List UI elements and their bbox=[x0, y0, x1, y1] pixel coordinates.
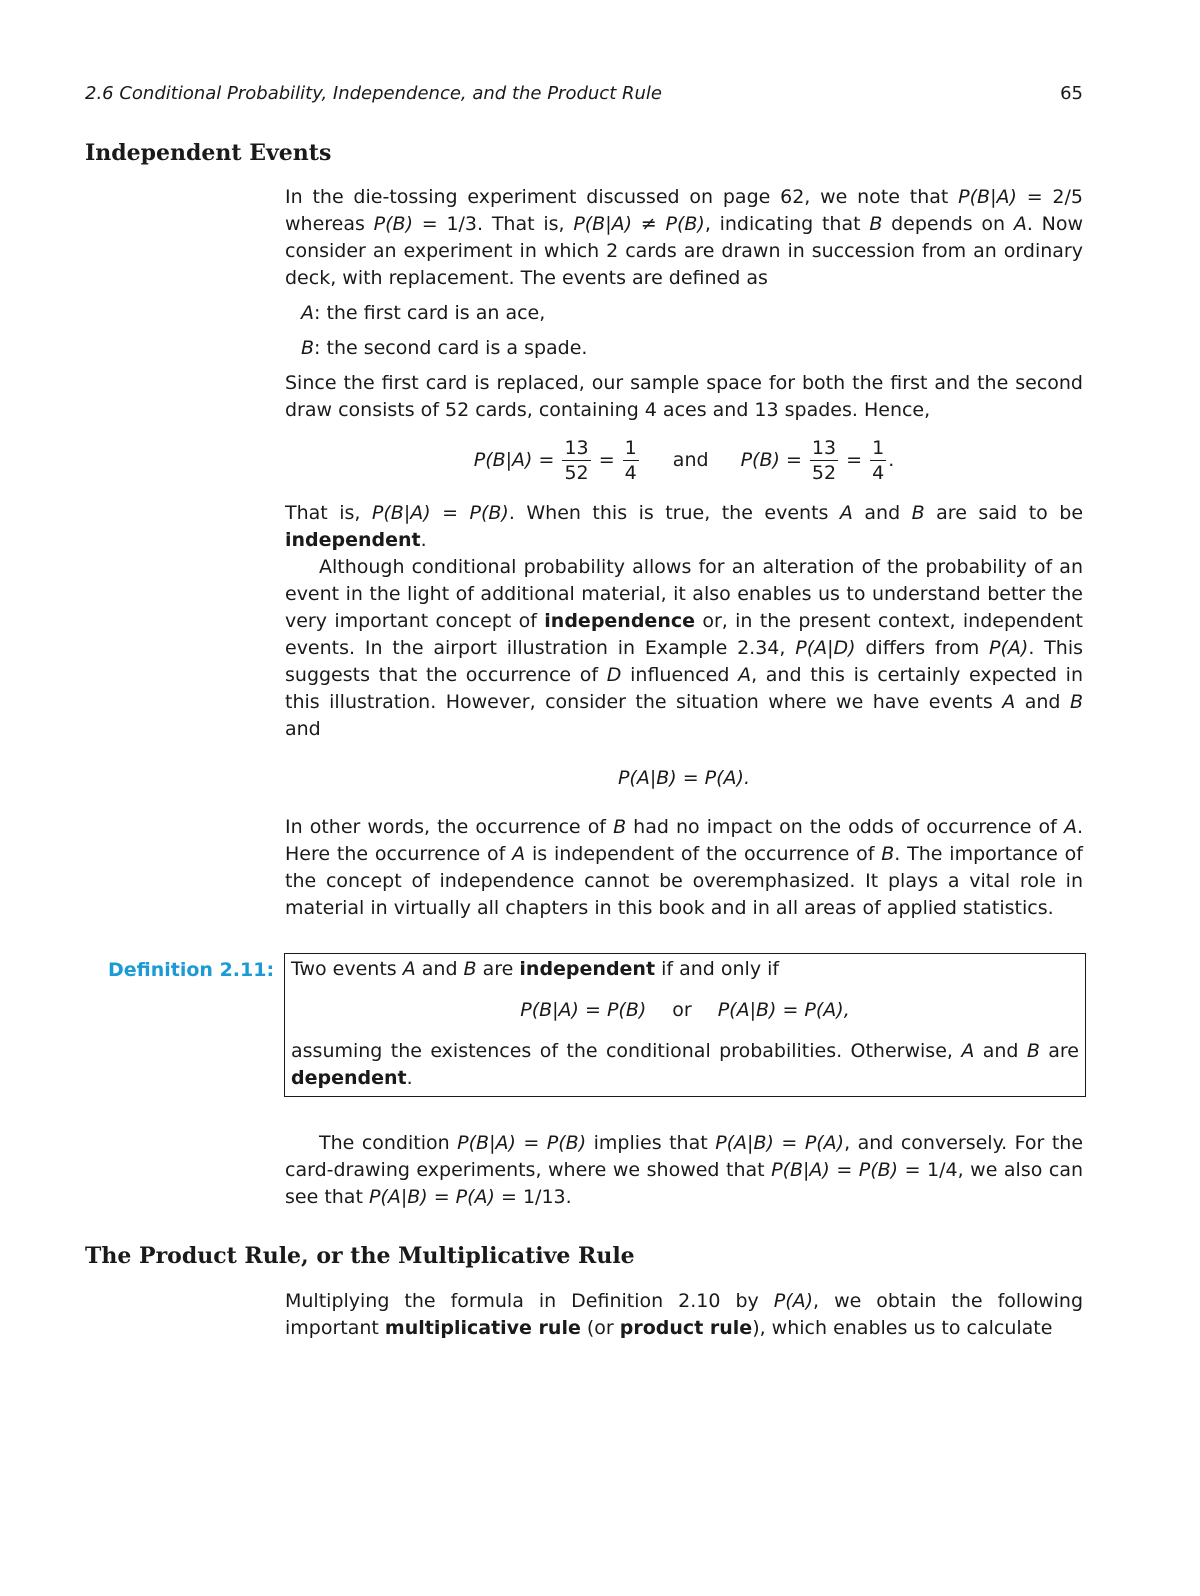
paragraph: In other words, the occurrence of B had no impact on the odds of occurrence of A. Here the occurrence of A is independent of the occurrence of B. The importance of the concept of independence cannot be overemphasized. It plays a vital role in material in virtually all chapters in this book and in all areas of applied statistics. bbox=[285, 816, 1083, 919]
definition-assumption: assuming the existences of the conditional probabilities. Otherwise, A and B are dependent. bbox=[291, 1040, 1079, 1089]
running-head bbox=[85, 80, 1083, 107]
definition-label: Definition 2.11: bbox=[108, 959, 275, 981]
paragraph: Although conditional probability allows for an alteration of the probability of an event in the light of additional material, it also enables us to understand better the very important concept of independence or, in the present context, independent events. In the airport illustration in Example 2.34, P(A|D) differs from P(A). This suggests that the occurrence of D influenced A, and this is certainly expected in this illustration. However, consider the situation where we have events A and B and bbox=[285, 556, 1083, 740]
paragraph: Since the first card is replaced, our sample space for both the first and the second draw consists of 52 cards, containing 4 aces and 13 spades. Hence, bbox=[285, 372, 1083, 421]
paragraph: That is, P(B|A) = P(B). When this is true, the events A and B are said to be independent. bbox=[285, 502, 1084, 551]
equation-independence-example: P(B|A) = $\frac{13}{52}$ = $\frac{1}{4}$ and P(B) = $\frac{13}{52}$ = $\frac{1}{4}$ . bbox=[473, 437, 895, 484]
paragraph-converse bbox=[285, 1130, 1083, 1211]
equation-independence: P(A|B) = P(A). bbox=[617, 767, 751, 789]
paragraph: In the die-tossing experiment discussed on page 62, we note that P(B|A) = 2/5 whereas P(B) = 1/3. That is, P(B|A) ≠ P(B), indicating that B depends on A. Now consider an experiment in which 2 cards are drawn in succession from an ordinary deck, with replacement. The events are defined as bbox=[285, 186, 1084, 289]
section-product-rule-body bbox=[285, 1288, 1083, 1342]
fraction: $\frac{13}{52}$ bbox=[564, 437, 589, 484]
event-definition-b: B: the second card is a spade. bbox=[301, 337, 588, 359]
paragraph: The condition P(B|A) = P(B) implies that P(A|B) = P(A), and conversely. For the card-drawing experiments, where we showed that P(B|A) = P(B) = 1/4, we also can see that P(A|B) = P(A) = 1/13. bbox=[285, 1132, 1084, 1208]
definition-equation: P(B|A) = P(B) or P(A|B) = P(A), bbox=[520, 999, 850, 1021]
fraction: $\frac{1}{4}$ bbox=[872, 437, 885, 484]
section-heading-product-rule: The Product Rule, or the Multiplicative Rule bbox=[85, 1243, 635, 1269]
event-definition-a: A: the first card is an ace, bbox=[301, 302, 546, 324]
fraction: $\frac{1}{4}$ bbox=[624, 437, 637, 484]
paragraph: Multiplying the formula in Definition 2.10 by P(A), we obtain the following important multiplicative rule (or product rule), which enables us to calculate bbox=[285, 1290, 1083, 1339]
fraction: $\frac{13}{52}$ bbox=[811, 437, 837, 484]
definition-box bbox=[284, 953, 1086, 1097]
section-independent-events-body bbox=[285, 184, 1083, 922]
page-number: 65 bbox=[1060, 83, 1083, 104]
running-head-title: 2.6 Conditional Probability, Independence, and the Product Rule bbox=[85, 83, 662, 104]
definition-statement: Two events A and B are independent if and only if bbox=[291, 958, 780, 980]
section-heading-independent-events: Independent Events bbox=[85, 140, 332, 166]
